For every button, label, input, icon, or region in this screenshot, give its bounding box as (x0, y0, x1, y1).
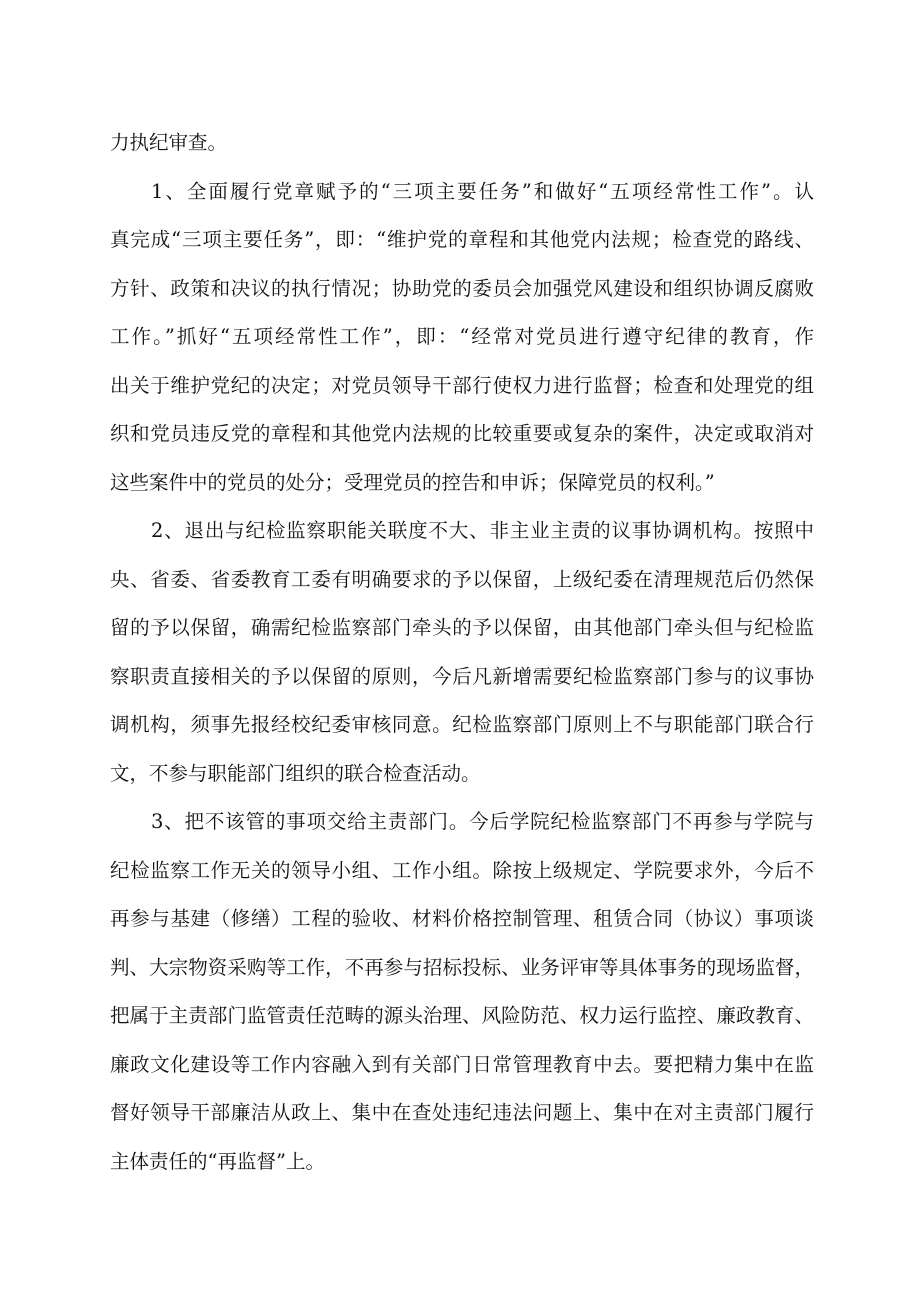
paragraph-line: 力执纪审查。 (110, 131, 228, 154)
paragraph-line: 出关于维护党纪的决定；对党员领导干部行使权力进行监督；检查和处理党的组 (110, 373, 814, 397)
paragraph-line: 调机构，须事先报经校纪委审核同意。纪检监察部门原则上不与职能部门联合行 (110, 713, 814, 736)
paragraph-line: 3、把不该管的事项交给主责部门。今后学院纪检监察部门不再参与学院与 (150, 810, 814, 833)
paragraph-line: 主体责任的“再监督”上。 (110, 1149, 325, 1173)
document-page (110, 119, 814, 1186)
paragraph-line: 纪检监察工作无关的领导小组、工作小组。除按上级规定、学院要求外，今后不 (110, 858, 814, 882)
paragraph-line: 文，不参与职能部门组织的联合检查活动。 (110, 761, 481, 785)
paragraph-line: 2、退出与纪检监察职能关联度不大、非主业主责的议事协调机构。按照中 (150, 519, 814, 542)
paragraph-line: 工作。”抓好“五项经常性工作”，即：“经常对党员进行遵守纪律的教育，作 (110, 325, 814, 348)
paragraph-1 (110, 168, 814, 508)
paragraph-line: 方针、政策和决议的执行情况；协助党的委员会加强党风建设和组织协调反腐败 (110, 276, 814, 300)
paragraph-3 (110, 798, 814, 1186)
paragraph-continuation (110, 119, 814, 168)
paragraph-line: 央、省委、省委教育工委有明确要求的予以保留，上级纪委在清理规范后仍然保 (110, 567, 814, 591)
paragraph-line: 察职责直接相关的予以保留的原则，今后凡新增需要纪检监察部门参与的议事协 (110, 664, 814, 688)
paragraph-line: 判、大宗物资采购等工作，不再参与招标投标、业务评审等具体事务的现场监督， (110, 955, 814, 979)
paragraph-line: 留的予以保留，确需纪检监察部门牵头的予以保留，由其他部门牵头但与纪检监 (110, 616, 814, 639)
paragraph-line: 1、全面履行党章赋予的“三项主要任务”和做好“五项经常性工作”。认 (150, 179, 814, 203)
paragraph-2 (110, 507, 814, 798)
paragraph-line: 再参与基建（修缮）工程的验收、材料价格控制管理、租赁合同（协议）事项谈 (110, 907, 814, 930)
paragraph-line: 督好领导干部廉洁从政上、集中在查处违纪违法问题上、集中在对主责部门履行 (110, 1101, 814, 1124)
paragraph-line: 真完成“三项主要任务”，即：“维护党的章程和其他党内法规；检查党的路线、 (110, 228, 814, 251)
paragraph-line: 这些案件中的党员的处分；受理党员的控告和申诉；保障党员的权利。” (110, 470, 715, 494)
paragraph-line: 把属于主责部门监管责任范畴的源头治理、风险防范、权力运行监控、廉政教育、 (110, 1004, 814, 1027)
paragraph-line: 廉政文化建设等工作内容融入到有关部门日常管理教育中去。要把精力集中在监 (110, 1052, 814, 1076)
paragraph-line: 织和党员违反党的章程和其他党内法规的比较重要或复杂的案件，决定或取消对 (110, 422, 814, 445)
